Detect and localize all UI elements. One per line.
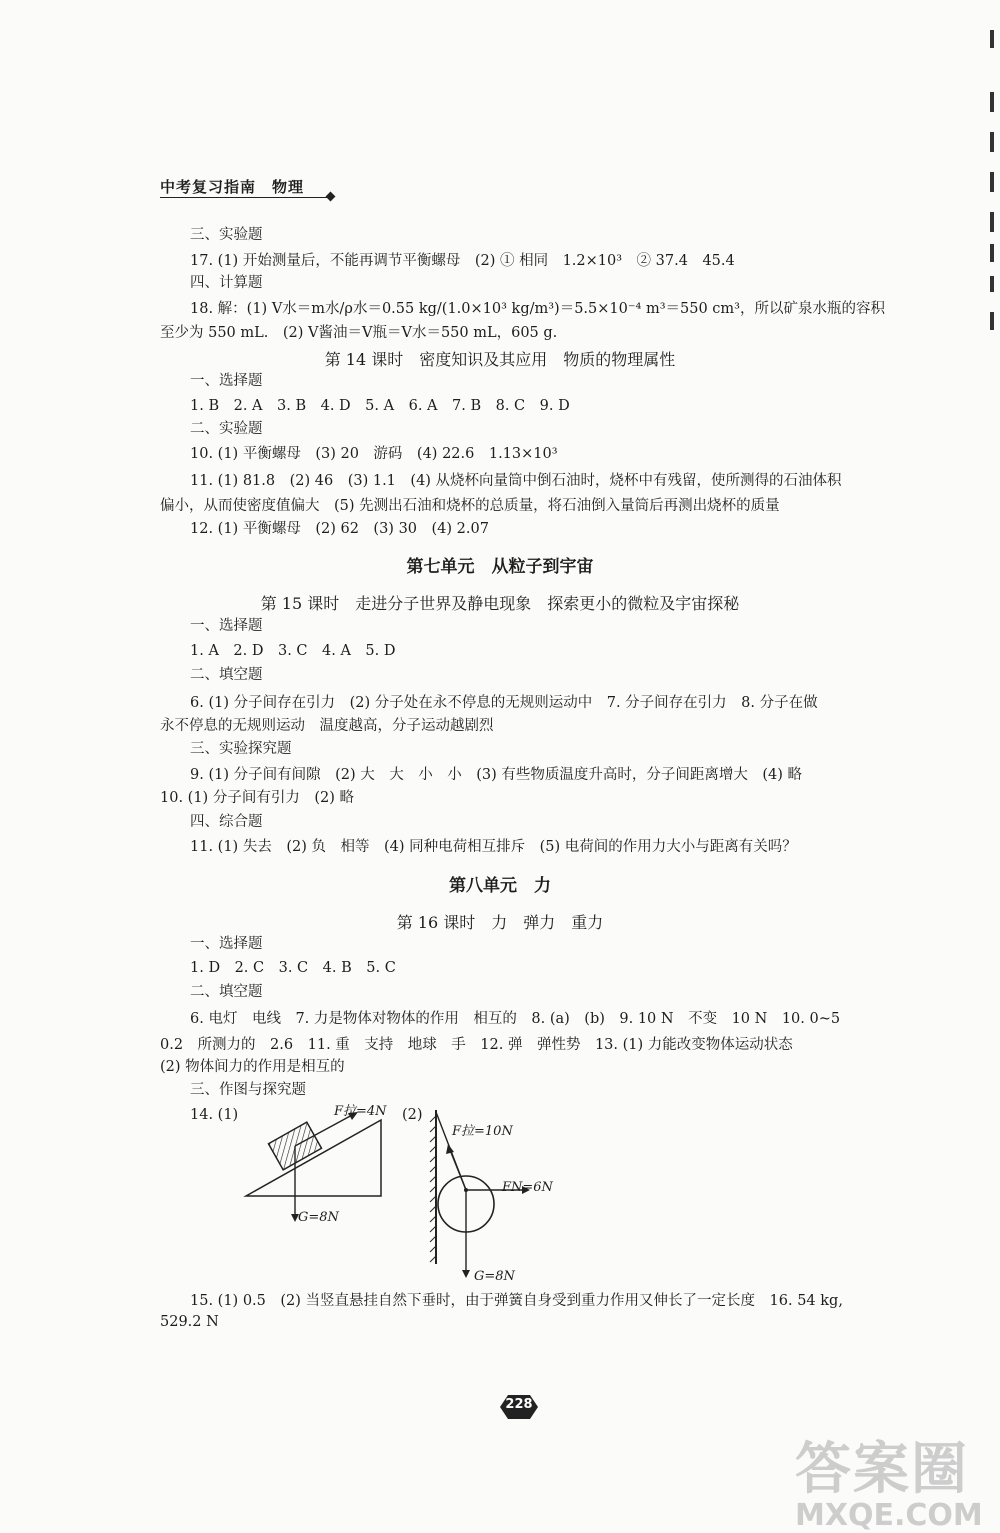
normal-force-label: FN=6N [502,1180,553,1195]
section-heading: 三、作图与探究题 [190,1082,306,1098]
section-heading: 二、填空题 [190,667,263,683]
edge-mark [990,92,994,112]
answer-15-line2: 529.2 N [160,1314,219,1330]
lesson-15-title: 第 15 课时 走进分子世界及静电现象 探索更小的微粒及宇宙探秘 [260,594,740,613]
lesson-16-choice-answers: 1. D 2. C 3. C 4. B 5. C [190,960,396,976]
pull-force-label: F拉=4N [334,1104,387,1119]
edge-mark [990,312,994,330]
answer-14-label: 14. (1) [190,1107,239,1123]
answer-6-line2: 永不停息的无规则运动 温度越高，分子运动越剧烈 [160,718,494,734]
answer-6-line3: (2) 物体间力的作用是相互的 [160,1059,345,1075]
lesson-15-choice-answers: 1. A 2. D 3. C 4. A 5. D [190,643,396,659]
lesson-16-title: 第 16 课时 力 弹力 重力 [396,913,604,932]
tension-label: F拉=10N [452,1124,513,1139]
header-diamond [326,192,336,202]
incline-triangle [246,1120,381,1196]
book-title: 中考复习指南 物理 [160,178,305,196]
watermark-top: 答案圈 [795,1437,969,1502]
answer-11: 11. (1) 失去 (2) 负 相等 (4) 同种电荷相互排斥 (5) 电荷间的作用力大小与距离有关吗？ [190,839,797,855]
section-heading: 四、计算题 [190,275,263,291]
answer-6-line1: 6. 电灯 电线 7. 力是物体对物体的作用 相互的 8. (a) (b) 9. 10 N 不变 10 N 10. 0~5 [190,1011,841,1027]
section-heading: 一、选择题 [190,373,263,389]
answer-17: 17. (1) 开始测量后，不能再调节平衡螺母 (2) ① 相同 1.2×10³ ② 37.4 45.4 [190,253,735,269]
section-heading: 三、实验题 [190,227,263,243]
page-number [496,1392,542,1422]
edge-mark [990,172,994,192]
gravity-label: G=8N [298,1210,339,1225]
answer-11-line2: 偏小，从而使密度值偏大 (5) 先测出石油和烧杯的总质量，将石油倒入量筒后再测出烧杯的质量 [160,498,780,514]
answer-6-line2: 0.2 所测力的 2.6 11. 重 支持 地球 手 12. 弹 弹性势 13. (1) 力能改变物体运动状态 [160,1037,793,1053]
section-heading: 二、填空题 [190,984,263,1000]
lesson-14-choice-answers: 1. B 2. A 3. B 4. D 5. A 6. A 7. B 8. C 9. D [190,398,570,414]
answer-18-line1: 18. 解：(1) V水＝m水/ρ水＝0.55 kg/(1.0×10³ kg/m³)＝5.5×10⁻⁴ m³＝550 cm³，所以矿泉水瓶的容积 [190,301,885,317]
tension-arrow [450,1150,466,1190]
section-heading: 一、选择题 [190,618,263,634]
answer-18-line2: 至少为 550 mL. (2) V酱油＝V瓶＝V水＝550 mL，605 g. [160,325,558,341]
edge-mark [990,30,994,48]
section-heading: 二、实验题 [190,421,263,437]
header-rule [160,197,332,198]
unit-7-title: 第七单元 从粒子到宇宙 [406,557,594,577]
page-number-text: 228 [505,1397,533,1412]
edge-mark [990,276,994,292]
answer-9: 9. (1) 分子间有间隙 (2) 大 大 小 小 (3) 有些物质温度升高时，分子间距离增大 (4) 略 [190,767,803,783]
answer-10: 10. (1) 平衡螺母 (3) 20 游码 (4) 22.6 1.13×10³ [190,446,558,462]
watermark [795,1437,983,1533]
watermark-bottom: MXQE.COM [795,1498,983,1533]
edge-mark [990,212,994,232]
unit-8-title: 第八单元 力 [449,876,551,896]
answer-12: 12. (1) 平衡螺母 (2) 62 (3) 30 (4) 2.07 [190,521,489,537]
answer-11-line1: 11. (1) 81.8 (2) 46 (3) 1.1 (4) 从烧杯向量筒中倒石油时，烧杯中有残留，使所测得的石油体积 [190,473,842,489]
figure-2-tag: (2) [402,1107,423,1123]
gravity-label-2: G=8N [474,1269,515,1284]
answer-10: 10. (1) 分子间有引力 (2) 略 [160,790,354,806]
answer-15-line1: 15. (1) 0.5 (2) 当竖直悬挂自然下垂时，由于弹簧自身受到重力作用又伸长了一定长度 16. 54 kg, [190,1293,843,1309]
edge-mark [990,132,994,152]
answer-6-line1: 6. (1) 分子间存在引力 (2) 分子处在永不停息的无规则运动中 7. 分子间存在引力 8. 分子在做 [190,695,818,711]
section-heading: 三、实验探究题 [190,741,292,757]
edge-mark [990,244,994,262]
lesson-14-title: 第 14 课时 密度知识及其应用 物质的物理属性 [324,350,676,369]
section-heading: 四、综合题 [190,814,263,830]
section-heading: 一、选择题 [190,936,263,952]
